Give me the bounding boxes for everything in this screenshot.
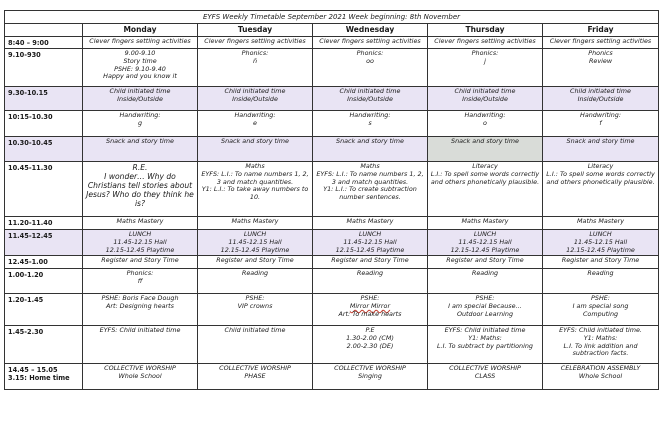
lesson-text: Maths Mastery [116, 217, 164, 225]
lesson-cell-monday [83, 294, 198, 326]
lesson-cell-thursday [428, 230, 543, 256]
lesson-text: Maths Mastery [346, 217, 394, 225]
lesson-text: 12.15-12.45 Playtime [566, 245, 635, 254]
lesson-text: Mirror Mirror [349, 301, 391, 310]
lesson-cell-wednesday [313, 162, 428, 217]
lesson-text: 11.45-12.15 Hall [228, 237, 282, 246]
timetable-row [5, 294, 659, 326]
lesson-text: Whole School [118, 371, 162, 380]
lesson-text: Maths [360, 162, 380, 170]
lesson-cell-friday [543, 49, 659, 87]
lesson-cell-tuesday [198, 137, 313, 162]
lesson-text: f [599, 118, 602, 127]
lesson-text: COLLECTIVE WORSHIP [219, 364, 291, 372]
lesson-text: Inside/Outside [462, 94, 508, 103]
lesson-cell-friday [543, 87, 659, 111]
time-slot [5, 230, 83, 256]
day-header-wednesday: Wednesday [313, 24, 428, 37]
lesson-text: PSHE: 9.10-9.40 [114, 64, 166, 73]
day-header-thursday: Thursday [428, 24, 543, 37]
lesson-text: ff [137, 276, 143, 285]
lesson-text: I wonder… Why do Christians tell stories about Jesus? Who do they think he is? [86, 172, 194, 208]
lesson-text: 9.00-9.10 [124, 49, 156, 57]
lesson-text: LUNCH [358, 230, 382, 238]
lesson-text: Art: To make hearts [338, 309, 402, 318]
lesson-cell-wednesday [313, 364, 428, 390]
time-slot-label: 9.10-930 [8, 51, 41, 59]
lesson-cell-wednesday [313, 256, 428, 269]
lesson-text: Handwriting: [464, 111, 506, 119]
timetable [4, 10, 659, 390]
lesson-text: g [137, 118, 143, 127]
lesson-text: Handwriting: [580, 111, 622, 119]
lesson-text: j [484, 56, 486, 65]
lesson-cell-thursday [428, 326, 543, 364]
lesson-text: Register and Story Time [216, 256, 294, 264]
time-slot [5, 87, 83, 111]
lesson-text: Maths Mastery [231, 217, 279, 225]
timetable-row [5, 269, 659, 294]
lesson-text: PSHE: Boris Face Dough [101, 294, 179, 302]
lesson-text: 11.45-12.15 Hall [458, 237, 512, 246]
lesson-cell-friday [543, 294, 659, 326]
lesson-cell-monday [83, 256, 198, 269]
lesson-cell-tuesday [198, 49, 313, 87]
lesson-text: Handwriting: [119, 111, 161, 119]
lesson-cell-thursday [428, 111, 543, 137]
lesson-text: L.I.: To spell some words correctly and others phonetically plausible. [546, 169, 655, 186]
time-slot [5, 269, 83, 294]
lesson-cell-friday [543, 137, 659, 162]
lesson-text: Clever fingers settling activities [204, 37, 306, 45]
lesson-cell-wednesday [313, 269, 428, 294]
lesson-text: LUNCH [473, 230, 497, 238]
day-header-tuesday: Tuesday [198, 24, 313, 37]
lesson-text: Phonics: [356, 49, 384, 57]
timetable-row [5, 162, 659, 217]
lesson-text: Phonics [588, 49, 613, 57]
timetable-row [5, 256, 659, 269]
lesson-text: L.I. To subtract by partitioning [436, 341, 533, 350]
lesson-text: Register and Story Time [331, 256, 409, 264]
day-header-friday: Friday [543, 24, 659, 37]
lesson-text: e [253, 118, 257, 127]
time-slot [5, 37, 83, 49]
lesson-text: 1.30-2.00 (CM) [346, 333, 394, 342]
lesson-text: Reading [471, 269, 499, 277]
timetable-row [5, 364, 659, 390]
timetable-row [5, 217, 659, 230]
lesson-text: Snack and story time [566, 137, 635, 145]
lesson-text: Register and Story Time [446, 256, 524, 264]
time-slot-label-secondary: 3.15: Home time [8, 374, 70, 382]
lesson-cell-monday [83, 87, 198, 111]
lesson-cell-thursday [428, 364, 543, 390]
lesson-text: COLLECTIVE WORSHIP [104, 364, 176, 372]
lesson-cell-monday [83, 111, 198, 137]
lesson-cell-friday [543, 217, 659, 230]
lesson-text: EYFS: L.I.: To name numbers 1, 2, 3 and match quantities. [316, 169, 424, 186]
lesson-text: R.E. [132, 163, 148, 172]
lesson-text: 2.00-2.30 (DE) [346, 341, 394, 350]
lesson-cell-tuesday [198, 217, 313, 230]
timetable-row [5, 49, 659, 87]
lesson-cell-thursday [428, 217, 543, 230]
lesson-text: LUNCH [128, 230, 152, 238]
lesson-cell-thursday [428, 87, 543, 111]
lesson-cell-wednesday [313, 217, 428, 230]
lesson-text: ñ [252, 56, 258, 65]
timetable-title: EYFS Weekly Timetable September 2021 Week beginning: 8th November [5, 11, 659, 24]
lesson-text: Phonics: [471, 49, 499, 57]
time-slot [5, 137, 83, 162]
lesson-cell-wednesday [313, 230, 428, 256]
time-slot-label: 10:15-10.30 [8, 113, 53, 121]
lesson-text: LUNCH [589, 230, 612, 238]
lesson-text: Snack and story time [106, 137, 174, 145]
lesson-cell-tuesday [198, 294, 313, 326]
time-slot-label: 1.20-1.45 [8, 296, 44, 304]
time-slot-label: 11.20-11.40 [8, 219, 53, 227]
lesson-text: 11.45-12.15 Hall [573, 237, 628, 246]
lesson-text: 12.15-12.45 Playtime [450, 245, 520, 254]
lesson-cell-monday [83, 230, 198, 256]
time-slot [5, 49, 83, 87]
lesson-cell-thursday [428, 256, 543, 269]
lesson-text: 12.15-12.45 Playtime [220, 245, 290, 254]
lesson-text: Child initiated time [454, 87, 516, 95]
lesson-text: Outdoor Learning [456, 309, 514, 318]
lesson-text: EYFS: Child initiated time [444, 326, 526, 334]
lesson-cell-tuesday [198, 326, 313, 364]
lesson-cell-wednesday [313, 137, 428, 162]
lesson-cell-thursday [428, 162, 543, 217]
lesson-text: LUNCH [243, 230, 267, 238]
lesson-cell-monday [83, 37, 198, 49]
lesson-text: Reading [356, 269, 384, 277]
lesson-text: P.E [365, 326, 375, 334]
lesson-text: CLASS [474, 371, 496, 380]
lesson-cell-wednesday [313, 87, 428, 111]
lesson-text: PSHE: [245, 294, 265, 302]
lesson-text: PSHE: [591, 294, 610, 302]
corner-cell [5, 24, 83, 37]
lesson-text: Register and Story Time [561, 256, 640, 264]
lesson-text: Child initiated time [570, 87, 631, 95]
lesson-cell-thursday [428, 137, 543, 162]
lesson-text: PSHE: [360, 294, 380, 302]
time-slot [5, 364, 83, 390]
lesson-cell-monday [83, 269, 198, 294]
lesson-text: Clever fingers settling activities [319, 37, 421, 45]
time-slot [5, 326, 83, 364]
lesson-text: Y1: L.I.: To create subtraction number sentences. [323, 185, 417, 202]
lesson-text: Register and Story Time [101, 256, 179, 264]
lesson-cell-friday [543, 364, 659, 390]
lesson-text: Clever fingers settling activities [549, 37, 652, 45]
lesson-cell-thursday [428, 294, 543, 326]
time-slot-label: 10.45-11.30 [8, 164, 53, 172]
time-slot [5, 217, 83, 230]
lesson-cell-friday [543, 269, 659, 294]
lesson-text: EYFS: Child initiated time. [559, 326, 642, 334]
lesson-cell-friday [543, 37, 659, 49]
lesson-text: L.I. To link addition and subtraction facts. [563, 341, 638, 358]
lesson-text: Inside/Outside [347, 94, 393, 103]
lesson-text: 11.45-12.15 Hall [343, 237, 397, 246]
lesson-cell-tuesday [198, 111, 313, 137]
lesson-text: Story time [123, 56, 157, 65]
time-slot [5, 294, 83, 326]
lesson-text: Phonics: [241, 49, 269, 57]
time-slot-label: 9.30-10.15 [8, 89, 48, 97]
time-slot [5, 256, 83, 269]
lesson-text: Clever fingers settling activities [434, 37, 536, 45]
lesson-text: Handwriting: [234, 111, 276, 119]
lesson-text: Snack and story time [221, 137, 289, 145]
lesson-text: COLLECTIVE WORSHIP [334, 364, 406, 372]
lesson-cell-wednesday [313, 111, 428, 137]
lesson-text: Y1: Maths: [583, 333, 618, 342]
lesson-cell-tuesday [198, 37, 313, 49]
time-slot [5, 162, 83, 217]
lesson-cell-monday [83, 364, 198, 390]
lesson-text: Maths Mastery [577, 217, 624, 225]
lesson-text: Reading [587, 269, 614, 277]
lesson-cell-friday [543, 256, 659, 269]
timetable-row [5, 87, 659, 111]
lesson-cell-monday [83, 326, 198, 364]
lesson-text: Phonics: [126, 269, 154, 277]
lesson-text: Child initiated time [224, 87, 286, 95]
lesson-text: Snack and story time [336, 137, 404, 145]
lesson-text: Literacy [587, 162, 614, 170]
time-slot-label: 11.45-12.45 [8, 232, 53, 240]
lesson-text: CELEBRATION ASSEMBLY [560, 364, 641, 372]
time-slot-label: 8:40 – 9:00 [8, 39, 49, 47]
lesson-text: Inside/Outside [117, 94, 163, 103]
lesson-cell-monday [83, 162, 198, 217]
lesson-cell-thursday [428, 49, 543, 87]
lesson-cell-monday [83, 137, 198, 162]
timetable-row [5, 37, 659, 49]
lesson-text: Y1: Maths: [468, 333, 502, 342]
lesson-text: L.I.: To spell some words correctly and others phonetically plausible. [430, 169, 540, 186]
lesson-cell-tuesday [198, 87, 313, 111]
lesson-cell-friday [543, 162, 659, 217]
lesson-text: Computing [582, 309, 619, 318]
lesson-text: Child initiated time [339, 87, 401, 95]
lesson-cell-thursday [428, 37, 543, 49]
lesson-cell-monday [83, 49, 198, 87]
timetable-row [5, 230, 659, 256]
lesson-cell-wednesday [313, 326, 428, 364]
lesson-text: Reading [241, 269, 269, 277]
lesson-text: Y1: L.I.: To take away numbers to 10. [201, 185, 309, 202]
lesson-text: I am special Because… [448, 301, 522, 310]
lesson-cell-tuesday [198, 230, 313, 256]
lesson-text: Handwriting: [349, 111, 391, 119]
lesson-cell-tuesday [198, 364, 313, 390]
lesson-cell-tuesday [198, 256, 313, 269]
timetable-row [5, 111, 659, 137]
timetable-row [5, 137, 659, 162]
lesson-cell-friday [543, 230, 659, 256]
lesson-text: o [483, 118, 487, 127]
time-slot-label: 14.45 – 15.05 [8, 366, 58, 374]
lesson-cell-tuesday [198, 269, 313, 294]
time-slot-label: 1.00-1.20 [8, 271, 44, 279]
lesson-cell-friday [543, 111, 659, 137]
lesson-text: Snack and story time [451, 137, 519, 145]
lesson-cell-monday [83, 217, 198, 230]
lesson-text: Happy and you know it [103, 72, 177, 81]
lesson-text: s [368, 118, 372, 127]
lesson-text: 12.15-12.45 Playtime [335, 245, 405, 254]
lesson-text: Child initiated time [109, 87, 171, 95]
time-slot-label: 1.45-2.30 [8, 328, 44, 336]
lesson-text: 12.15-12.45 Playtime [105, 245, 175, 254]
lesson-text: Inside/Outside [232, 94, 278, 103]
time-slot-label: 12.45-1.00 [8, 258, 48, 266]
lesson-text: EYFS: L.I.: To name numbers 1, 2, 3 and match quantities. [201, 169, 309, 186]
lesson-text: PHASE [244, 371, 266, 380]
lesson-text: 11.45-12.15 Hall [113, 237, 167, 246]
lesson-text: VIP crowns [237, 301, 273, 310]
lesson-text: Art: Designing hearts [105, 301, 175, 310]
lesson-cell-wednesday [313, 49, 428, 87]
lesson-cell-wednesday [313, 294, 428, 326]
lesson-text: oo [366, 56, 374, 65]
time-slot [5, 111, 83, 137]
day-header-monday: Monday [83, 24, 198, 37]
lesson-text: COLLECTIVE WORSHIP [449, 364, 521, 372]
lesson-text: Singing [358, 371, 382, 380]
timetable-row [5, 326, 659, 364]
lesson-cell-tuesday [198, 162, 313, 217]
lesson-text: PSHE: [475, 294, 495, 302]
lesson-text: Clever fingers settling activities [89, 37, 191, 45]
lesson-cell-friday [543, 326, 659, 364]
lesson-text: Literacy [472, 162, 498, 170]
time-slot-label: 10.30-10.45 [8, 139, 53, 147]
lesson-text: Maths [245, 162, 265, 170]
lesson-text: Whole School [578, 371, 623, 380]
lesson-text: I am special song [572, 301, 629, 310]
lesson-cell-wednesday [313, 37, 428, 49]
lesson-text: EYFS: Child initiated time [99, 326, 181, 334]
lesson-cell-thursday [428, 269, 543, 294]
lesson-text: Inside/Outside [577, 94, 624, 103]
lesson-text: Maths Mastery [461, 217, 509, 225]
lesson-text: Review [588, 56, 613, 65]
lesson-text: Child initiated time [224, 326, 286, 334]
